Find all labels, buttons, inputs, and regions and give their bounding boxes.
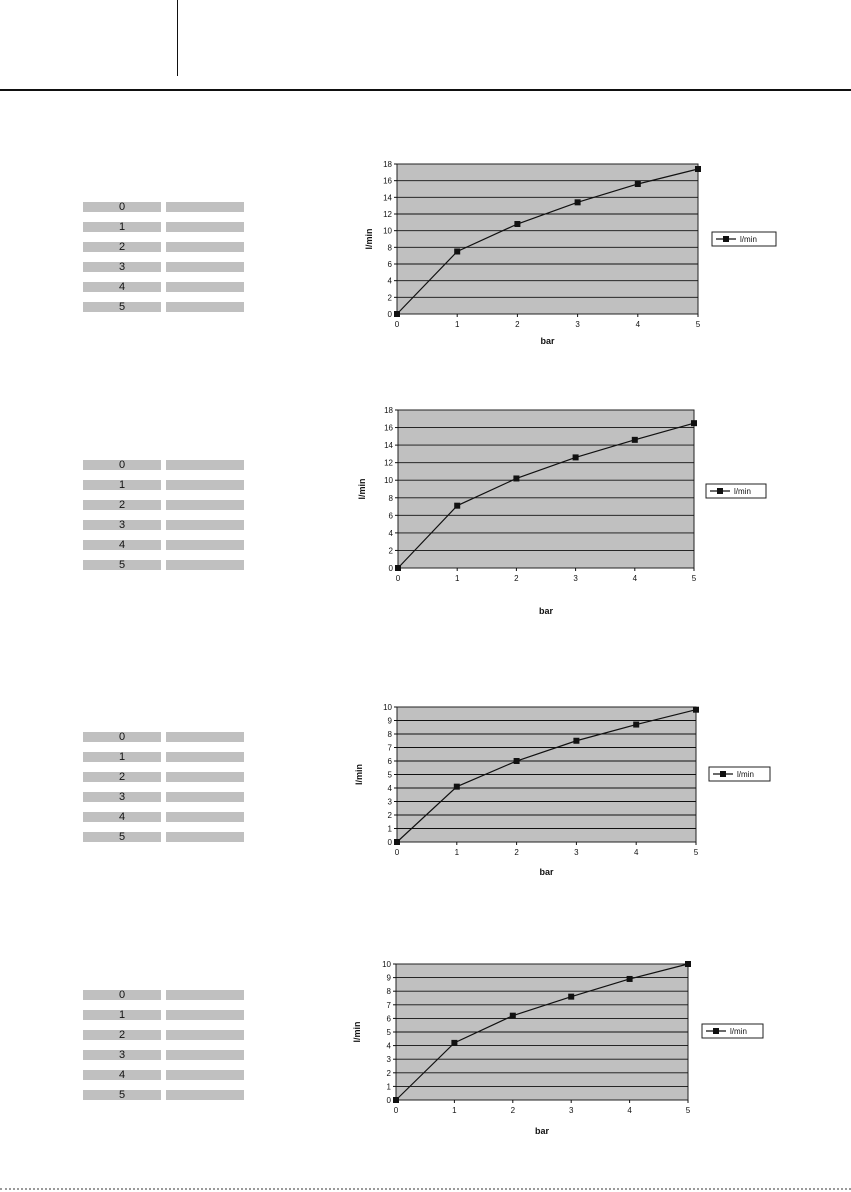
x-tick-label: 1 xyxy=(454,320,460,329)
x-tick-label: 1 xyxy=(454,848,460,857)
y-tick-label: 10 xyxy=(383,226,392,236)
y-axis-label: l/min xyxy=(354,763,364,786)
table-cell-bar: 3 xyxy=(83,520,161,530)
x-tick-label: 5 xyxy=(685,1106,691,1115)
legend-marker xyxy=(720,771,726,777)
legend-label: l/min xyxy=(740,235,757,244)
table-cell-bar: 2 xyxy=(83,772,161,782)
table-cell-bar: 3 xyxy=(83,262,161,272)
table-cell-bar: 3 xyxy=(83,792,161,802)
x-tick-label: 4 xyxy=(633,848,639,857)
data-point xyxy=(510,1013,516,1019)
legend-label: l/min xyxy=(734,487,751,496)
data-point xyxy=(685,961,691,967)
y-tick-label: 7 xyxy=(387,743,392,753)
x-tick-label: 3 xyxy=(574,848,579,857)
footer-rule xyxy=(0,1188,851,1190)
legend-label: l/min xyxy=(737,770,754,779)
y-tick-label: 3 xyxy=(386,1055,391,1065)
data-point xyxy=(635,181,641,187)
table-cell-bar: 4 xyxy=(83,812,161,822)
y-tick-label: 8 xyxy=(387,730,392,739)
data-point xyxy=(513,475,519,481)
legend-marker xyxy=(713,1028,719,1034)
data-point xyxy=(575,199,581,205)
y-axis-label: l/min xyxy=(357,478,367,500)
data-point xyxy=(393,1097,399,1103)
y-tick-label: 2 xyxy=(386,1068,391,1078)
data-point xyxy=(394,839,400,845)
table-cell-bar: 0 xyxy=(83,732,161,742)
x-tick-label: 4 xyxy=(627,1106,632,1115)
y-tick-label: 0 xyxy=(386,1096,391,1105)
x-tick-label: 2 xyxy=(514,848,519,857)
y-tick-label: 3 xyxy=(387,797,392,807)
table-cell-bar: 2 xyxy=(83,500,161,510)
y-tick-label: 18 xyxy=(384,406,393,415)
data-point xyxy=(514,758,520,764)
data-point xyxy=(633,722,639,728)
x-tick-label: 2 xyxy=(510,1106,516,1115)
y-tick-label: 18 xyxy=(383,160,392,169)
x-tick-label: 1 xyxy=(452,1106,457,1115)
y-tick-label: 10 xyxy=(383,703,392,712)
table-cell-bar: 5 xyxy=(83,560,161,570)
y-tick-label: 10 xyxy=(384,476,393,486)
y-axis-label: l/min xyxy=(352,1021,362,1043)
x-tick-label: 5 xyxy=(695,320,701,329)
x-tick-label: 0 xyxy=(394,320,400,329)
x-tick-label: 2 xyxy=(515,320,520,329)
table-cell-bar: 1 xyxy=(83,222,161,232)
y-tick-label: 9 xyxy=(387,716,392,726)
data-point xyxy=(573,454,579,460)
y-tick-label: 6 xyxy=(387,260,392,269)
data-point xyxy=(632,437,638,443)
data-point xyxy=(451,1040,457,1046)
table-cell-bar: 1 xyxy=(83,752,161,762)
data-point xyxy=(568,994,574,1000)
data-point xyxy=(573,738,579,744)
y-tick-label: 4 xyxy=(387,276,392,286)
y-tick-label: 6 xyxy=(387,757,392,766)
x-tick-label: 4 xyxy=(632,574,638,583)
table-cell-bar: 5 xyxy=(83,302,161,312)
legend-marker xyxy=(723,236,729,242)
y-tick-label: 2 xyxy=(388,546,393,556)
x-tick-label: 3 xyxy=(575,320,580,329)
table-cell-bar: 4 xyxy=(83,1070,161,1080)
x-tick-label: 0 xyxy=(393,1106,399,1115)
x-tick-label: 3 xyxy=(568,1106,574,1115)
y-tick-label: 10 xyxy=(382,960,391,969)
table-cell-bar: 2 xyxy=(83,242,161,252)
legend-marker xyxy=(717,488,723,494)
y-tick-label: 4 xyxy=(388,528,393,538)
y-tick-label: 1 xyxy=(386,1082,391,1092)
x-axis-label: bar xyxy=(534,1126,550,1136)
data-point xyxy=(395,565,401,571)
x-tick-label: 0 xyxy=(394,848,400,857)
x-axis-label: bar xyxy=(540,336,555,346)
y-tick-label: 1 xyxy=(387,824,392,834)
data-point xyxy=(514,221,520,227)
table-cell-bar: 0 xyxy=(83,202,161,212)
data-point xyxy=(394,311,400,317)
table-cell-bar: 3 xyxy=(83,1050,161,1060)
data-point xyxy=(693,707,699,713)
table-cell-bar: 5 xyxy=(83,1090,161,1100)
data-point xyxy=(691,420,697,426)
plot-area xyxy=(398,410,694,568)
y-tick-label: 2 xyxy=(387,293,392,303)
x-axis-label: bar xyxy=(539,867,554,877)
y-tick-label: 16 xyxy=(384,423,393,433)
y-tick-label: 14 xyxy=(383,193,392,203)
x-tick-label: 5 xyxy=(691,574,697,583)
y-tick-label: 9 xyxy=(386,973,391,983)
x-tick-label: 3 xyxy=(573,574,578,583)
y-tick-label: 7 xyxy=(386,1000,391,1010)
y-tick-label: 0 xyxy=(388,564,393,573)
y-tick-label: 2 xyxy=(387,811,392,820)
y-tick-label: 8 xyxy=(386,987,391,997)
table-cell-bar: 4 xyxy=(83,540,161,550)
y-tick-label: 4 xyxy=(387,784,392,793)
y-tick-label: 12 xyxy=(384,458,393,468)
y-tick-label: 4 xyxy=(386,1041,391,1051)
x-tick-label: 5 xyxy=(693,848,699,857)
y-tick-label: 5 xyxy=(387,770,392,780)
x-tick-label: 2 xyxy=(514,574,519,583)
table-cell-bar: 5 xyxy=(83,832,161,842)
table-cell-bar: 0 xyxy=(83,460,161,470)
y-tick-label: 0 xyxy=(387,310,392,319)
y-tick-label: 16 xyxy=(383,176,392,186)
y-axis-label: l/min xyxy=(364,228,374,250)
data-point xyxy=(454,784,460,790)
table-cell-bar: 0 xyxy=(83,990,161,1000)
y-tick-label: 8 xyxy=(388,493,393,503)
data-point xyxy=(454,249,460,255)
table-cell-bar: 1 xyxy=(83,480,161,490)
table-cell-bar: 1 xyxy=(83,1010,161,1020)
plot-area xyxy=(397,164,698,314)
data-point xyxy=(627,976,633,982)
y-tick-label: 12 xyxy=(383,210,392,219)
data-point xyxy=(695,166,701,172)
y-tick-label: 5 xyxy=(386,1028,391,1037)
x-tick-label: 1 xyxy=(454,574,460,583)
x-tick-label: 4 xyxy=(635,320,641,329)
x-tick-label: 0 xyxy=(395,574,401,583)
table-cell-bar: 2 xyxy=(83,1030,161,1040)
y-tick-label: 0 xyxy=(387,838,392,847)
data-point xyxy=(454,503,460,509)
y-tick-label: 6 xyxy=(386,1014,391,1024)
y-tick-label: 14 xyxy=(384,441,393,451)
table-cell-bar: 4 xyxy=(83,282,161,292)
legend-label: l/min xyxy=(730,1027,747,1036)
y-tick-label: 8 xyxy=(387,243,392,253)
x-axis-label: bar xyxy=(538,606,554,616)
y-tick-label: 6 xyxy=(388,511,393,521)
